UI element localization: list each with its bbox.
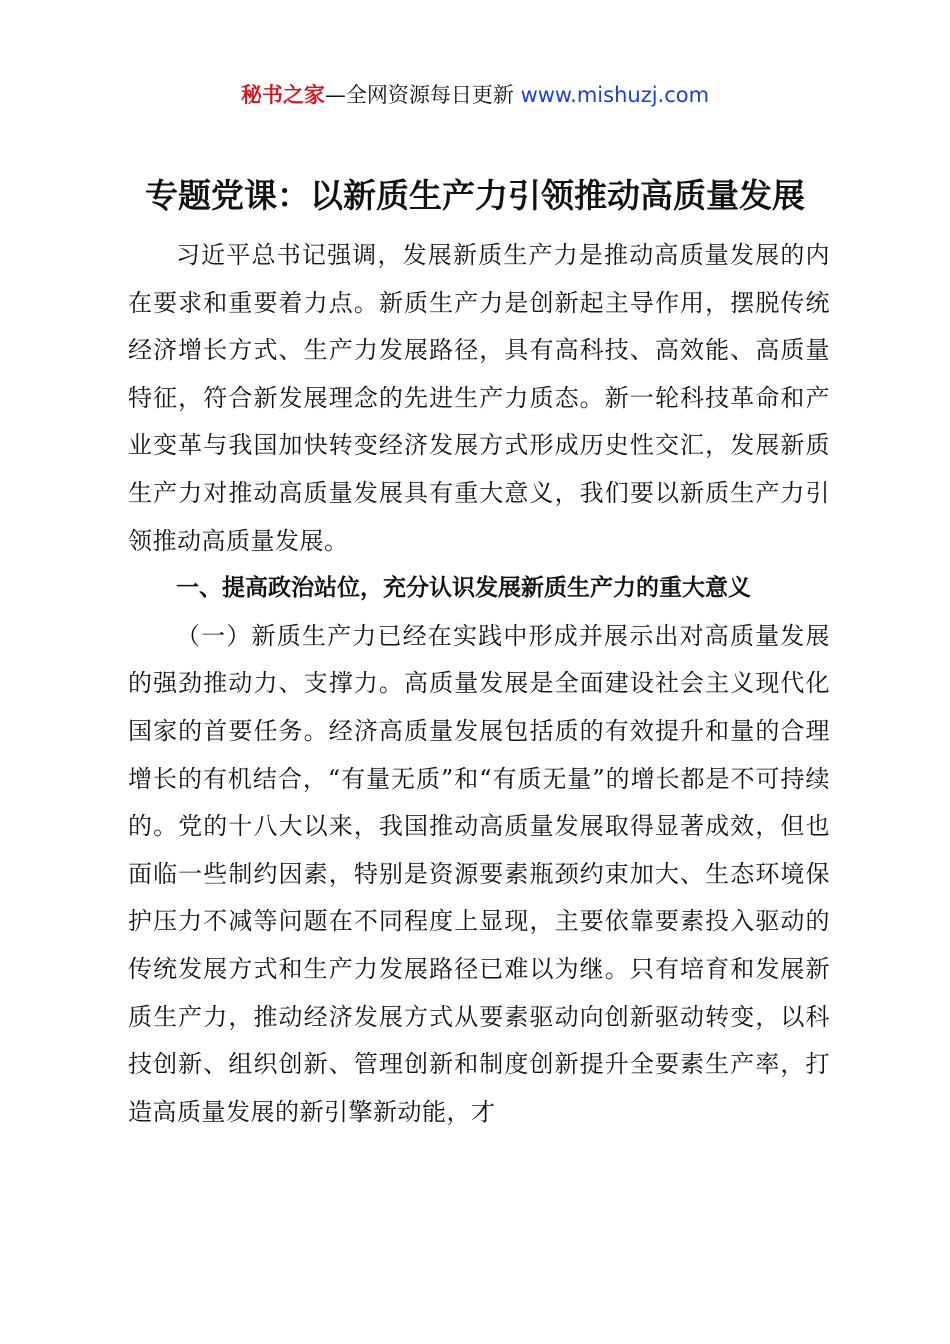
document-body xyxy=(128,232,830,1136)
site-tagline: —全网资源每日更新 xyxy=(324,83,521,107)
document-title: 专题党课：以新质生产力引领推动高质量发展 xyxy=(145,176,805,215)
site-brand: 秘书之家 xyxy=(240,83,325,107)
section1-paragraph-1: （一）新质生产力已经在实践中形成并展示出对高质量发展的强劲推动力、支撑力。高质量发展是全面建设社会主义现代化国家的首要任务。经济高质量发展包括质的有效提升和量的合理增长的有机结合，“有量无质”和“有质无量”的增长都是不可持续的。党的十八大以来，我国推动高质量发展取得显著成效，但也面临一些制约因素，特别是资源要素瓶颈约束加大、生态环境保护压力不减等问题在不同程度上显现，主要依靠要素投入驱动的传统发展方式和生产力发展路径已难以为继。只有培育和发展新质生产力，推动经济发展方式从要素驱动向创新驱动转变，以科技创新、组织创新、管理创新和制度创新提升全要素生产率，打造高质量发展的新引擎新动能，才 xyxy=(128,621,830,1126)
intro-paragraph: 习近平总书记强调，发展新质生产力是推动高质量发展的内在要求和重要着力点。新质生产力是创新起主导作用，摆脱传统经济增长方式、生产力发展路径，具有高科技、高效能、高质量特征，符合新发展理念的先进生产力质态。新一轮科技革命和产业变革与我国加快转变经济发展方式形成历史性交汇，发展新质生产力对推动高质量发展具有重大意义，我们要以新质生产力引领推动高质量发展。 xyxy=(128,241,830,555)
section-heading-1: 一、提高政治站位，充分认识发展新质生产力的重大意义 xyxy=(176,575,751,602)
site-header xyxy=(0,80,950,110)
site-url-link[interactable]: www.mishuzj.com xyxy=(520,83,710,107)
